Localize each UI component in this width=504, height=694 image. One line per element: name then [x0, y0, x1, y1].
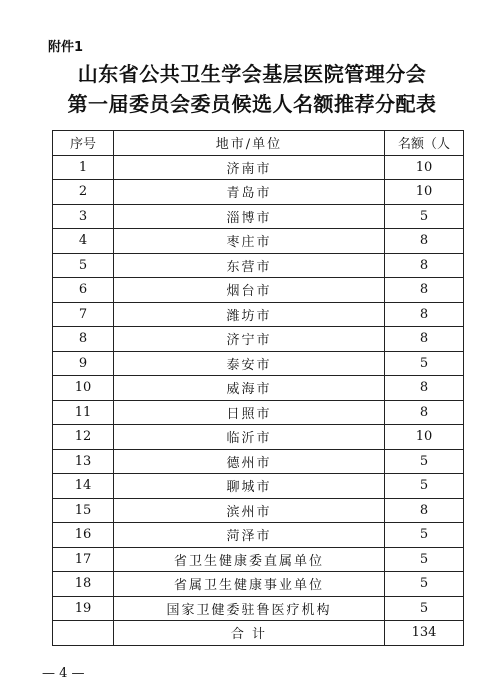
total-serial-cell [53, 621, 114, 646]
table-row [53, 180, 464, 205]
cell-unit: 国家卫健委驻鲁医疗机构 [114, 596, 385, 621]
cell-serial: 1 [53, 155, 114, 180]
cell-serial: 16 [53, 523, 114, 548]
cell-unit: 省卫生健康委直属单位 [114, 547, 385, 572]
cell-quota: 8 [385, 253, 464, 278]
header-serial: 序号 [53, 131, 114, 156]
table-row [53, 523, 464, 548]
cell-unit: 菏泽市 [114, 523, 385, 548]
cell-quota: 5 [385, 523, 464, 548]
table-row [53, 229, 464, 254]
cell-quota: 8 [385, 400, 464, 425]
table-row [53, 498, 464, 523]
cell-unit: 德州市 [114, 449, 385, 474]
cell-serial: 2 [53, 180, 114, 205]
document-title-line1: 山东省公共卫生学会基层医院管理分会 [77, 62, 427, 86]
cell-serial: 11 [53, 400, 114, 425]
cell-unit: 济宁市 [114, 327, 385, 352]
table-row [53, 253, 464, 278]
cell-serial: 19 [53, 596, 114, 621]
total-label: 合 计 [114, 621, 385, 646]
cell-unit: 济南市 [114, 155, 385, 180]
cell-serial: 5 [53, 253, 114, 278]
cell-unit: 临沂市 [114, 425, 385, 450]
table-row [53, 351, 464, 376]
table-row [53, 400, 464, 425]
cell-quota: 5 [385, 204, 464, 229]
cell-quota: 8 [385, 376, 464, 401]
cell-quota: 8 [385, 302, 464, 327]
table-row [53, 572, 464, 597]
cell-unit: 青岛市 [114, 180, 385, 205]
table-row [53, 596, 464, 621]
cell-unit: 枣庄市 [114, 229, 385, 254]
cell-quota: 5 [385, 474, 464, 499]
cell-serial: 7 [53, 302, 114, 327]
table-row [53, 474, 464, 499]
cell-quota: 10 [385, 180, 464, 205]
cell-unit: 泰安市 [114, 351, 385, 376]
cell-quota: 8 [385, 278, 464, 303]
cell-unit: 淄博市 [114, 204, 385, 229]
table-row [53, 376, 464, 401]
cell-quota: 8 [385, 498, 464, 523]
table-row [53, 449, 464, 474]
cell-serial: 13 [53, 449, 114, 474]
cell-quota: 5 [385, 547, 464, 572]
page-number: — 4 — [42, 666, 85, 681]
quota-table [52, 130, 464, 646]
cell-quota: 8 [385, 327, 464, 352]
cell-quota: 5 [385, 596, 464, 621]
cell-unit: 省属卫生健康事业单位 [114, 572, 385, 597]
cell-serial: 17 [53, 547, 114, 572]
table-total-row [53, 621, 464, 646]
table-row [53, 547, 464, 572]
cell-unit: 聊城市 [114, 474, 385, 499]
total-value: 134 [385, 621, 464, 646]
cell-quota: 5 [385, 572, 464, 597]
cell-serial: 4 [53, 229, 114, 254]
header-quota: 名额（人 [385, 131, 464, 156]
attachment-label: 附件1 [48, 40, 84, 55]
table-row [53, 155, 464, 180]
cell-serial: 8 [53, 327, 114, 352]
table-row [53, 278, 464, 303]
cell-serial: 12 [53, 425, 114, 450]
cell-serial: 3 [53, 204, 114, 229]
document-title-line2: 第一届委员会委员候选人名额推荐分配表 [67, 92, 437, 116]
cell-serial: 6 [53, 278, 114, 303]
cell-serial: 9 [53, 351, 114, 376]
table-header-row [53, 131, 464, 156]
cell-serial: 10 [53, 376, 114, 401]
cell-quota: 5 [385, 351, 464, 376]
cell-quota: 5 [385, 449, 464, 474]
cell-serial: 15 [53, 498, 114, 523]
cell-unit: 威海市 [114, 376, 385, 401]
cell-quota: 8 [385, 229, 464, 254]
cell-quota: 10 [385, 425, 464, 450]
table-row [53, 302, 464, 327]
cell-serial: 18 [53, 572, 114, 597]
cell-unit: 烟台市 [114, 278, 385, 303]
cell-quota: 10 [385, 155, 464, 180]
table-row [53, 204, 464, 229]
table-row [53, 425, 464, 450]
cell-unit: 日照市 [114, 400, 385, 425]
cell-unit: 潍坊市 [114, 302, 385, 327]
cell-unit: 东营市 [114, 253, 385, 278]
cell-unit: 滨州市 [114, 498, 385, 523]
table-row [53, 327, 464, 352]
cell-serial: 14 [53, 474, 114, 499]
header-unit: 地市/单位 [114, 131, 385, 156]
